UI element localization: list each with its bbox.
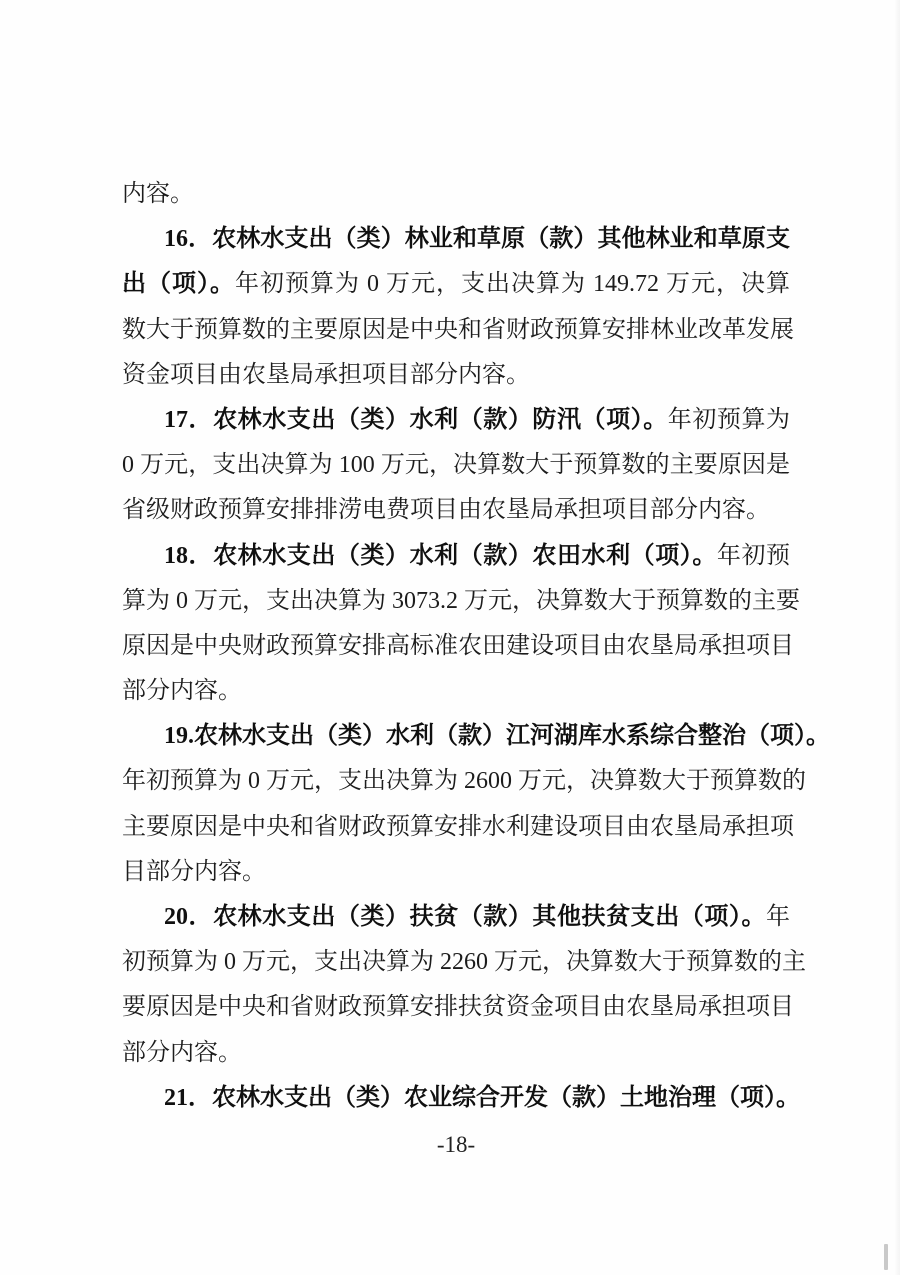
text-line (122, 353, 790, 398)
body-segment: 资金项目由农垦局承担项目部分内容。 (122, 361, 530, 388)
body-segment: 0 万元，支出决算为 100 万元，决算数大于预算数的主要原因是 (122, 452, 790, 479)
page-number: -18- (436, 1132, 476, 1157)
heading-segment: 17．农林水支出（类）水利（款）防汛（项）。 (164, 406, 668, 433)
text-line-item-19 (122, 714, 830, 759)
body-segment: 目部分内容。 (122, 858, 266, 885)
text-line-item-21 (122, 1076, 800, 1121)
text-line (122, 488, 790, 533)
text-line (122, 443, 790, 488)
text-line-item-16 (122, 217, 790, 262)
scan-artifact-mark (884, 1244, 888, 1270)
body-segment: 省级财政预算安排排涝电费项目由农垦局承担项目部分内容。 (122, 497, 770, 524)
text-line-item-18 (122, 534, 790, 579)
text-line (122, 850, 790, 895)
text-line (122, 579, 800, 624)
body-segment: 年初预算为 0 万元，支出决算为 2600 万元，决算数大于预算数的 (122, 768, 806, 795)
text-line (122, 1031, 790, 1076)
text-line (122, 985, 794, 1030)
text-line-item-17 (122, 398, 790, 443)
body-segment: 年 (766, 904, 790, 930)
text-line (122, 172, 790, 217)
heading-segment: 20．农林水支出（类）扶贫（款）其他扶贫支出（项）。 (164, 904, 766, 930)
body-segment: 初预算为 0 万元，支出决算为 2260 万元，决算数大于预算数的主 (122, 949, 806, 976)
body-segment: 数大于预算数的主要原因是中央和省财政预算安排林业改革发展 (122, 316, 794, 343)
body-segment: 要原因是中央和省财政预算安排扶贫资金项目由农垦局承担项目 (122, 994, 794, 1021)
body-segment: 年初预算为 (667, 406, 791, 433)
text-line (122, 940, 806, 985)
body-text (122, 172, 830, 1121)
heading-segment: 16．农林水支出（类）林业和草原（款）其他林业和草原支 (164, 226, 790, 253)
body-segment: 年初预算为 0 万元，支出决算为 149.72 万元，决算 (235, 271, 790, 298)
text-line (122, 669, 790, 714)
text-line-item-20 (122, 895, 790, 940)
text-line (122, 308, 794, 353)
body-segment: 部分内容。 (122, 678, 242, 705)
body-segment: 内容。 (122, 181, 194, 207)
heading-segment: 出（项）。 (122, 271, 235, 298)
body-segment: 算为 0 万元，支出决算为 3073.2 万元，决算数大于预算数的主要 (122, 587, 800, 614)
body-segment: 原因是中央财政预算安排高标准农田建设项目由农垦局承担项目 (122, 632, 794, 659)
text-line (122, 262, 790, 307)
text-line (122, 624, 794, 669)
text-line (122, 759, 806, 804)
body-segment: 年初预 (716, 542, 791, 569)
heading-segment: 19.农林水支出（类）水利（款）江河湖库水系综合整治（项）。 (164, 723, 830, 750)
heading-segment: 18．农林水支出（类）水利（款）农田水利（项）。 (164, 542, 717, 569)
body-segment: 部分内容。 (122, 1039, 242, 1066)
body-segment: 主要原因是中央和省财政预算安排水利建设项目由农垦局承担项 (122, 813, 794, 840)
text-line (122, 805, 794, 850)
heading-segment: 21．农林水支出（类）农业综合开发（款）土地治理（项）。 (164, 1084, 800, 1111)
